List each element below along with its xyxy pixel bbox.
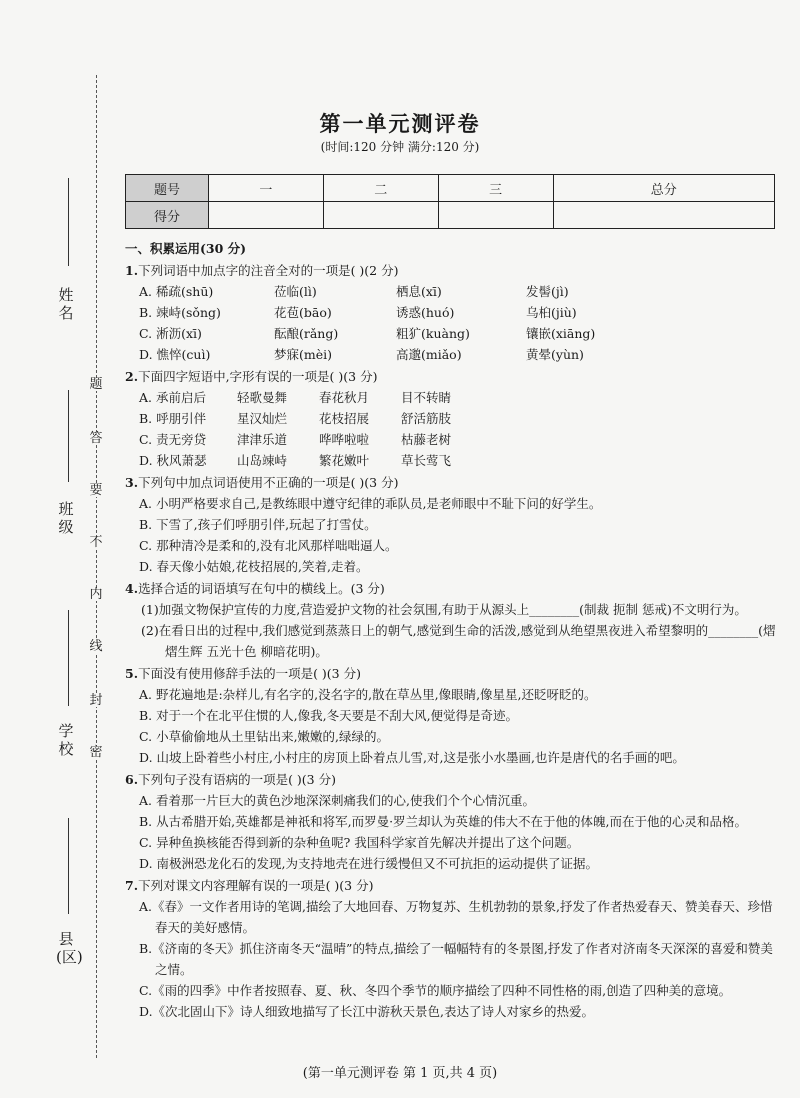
option-cell: 春花秋月 [319, 390, 370, 405]
option: C. 异种鱼换核能否得到新的杂种鱼呢? 我国科学家首先解决并提出了这个问题。 [139, 835, 580, 850]
score-table [125, 174, 775, 229]
county-label: 县(区) [56, 930, 83, 966]
fill-item: (1)加强文物保护宣传的力度,营造爱护文物的社会氛围,有助于从源头上________(制裁 扼制 惩戒)不文明行为。 [141, 602, 747, 617]
question-stem: 下列句中加点词语使用不正确的一项是( )(3 分) [138, 475, 399, 490]
option-cell: 粗犷(kuàng) [396, 326, 470, 341]
score-blank[interactable] [553, 202, 774, 229]
option-cell: 黄晕(yùn) [526, 347, 584, 362]
option: C.《雨的四季》中作者按照春、夏、秋、冬四个季节的顺序描绘了四种不同性格的雨,创造了四种美的意境。 [139, 983, 732, 998]
question-4 [125, 578, 780, 599]
section-title: 一、积累运用(30 分) [125, 241, 247, 256]
option-cell: 轻歌曼舞 [237, 390, 288, 405]
seal-char: 不 [83, 536, 109, 549]
class-label: 班级 [58, 500, 74, 536]
option: D. 山坡上卧着些小村庄,小村庄的房顶上卧着点儿雪,对,这是张小水墨画,也许是唐代的名手画的吧。 [139, 750, 685, 765]
option-cell: 繁花嫩叶 [319, 453, 370, 468]
question-number: 3. [125, 475, 139, 490]
questions [125, 238, 780, 1022]
option-cell: 花苞(bāo) [274, 305, 332, 320]
question-number: 6. [125, 772, 139, 787]
option: B. 对于一个在北平住惯的人,像我,冬天要是不刮大风,便觉得是奇迹。 [139, 708, 519, 723]
option: C. 那种清冷是柔和的,没有北风那样咄咄逼人。 [139, 538, 398, 553]
exam-subtitle: (时间:120 分钟 满分:120 分) [320, 140, 480, 154]
question-number: 1. [125, 263, 139, 278]
county-blank-line[interactable] [68, 818, 69, 914]
school-label: 学校 [58, 722, 74, 758]
option: D. 春天像小姑娘,花枝招展的,笑着,走着。 [139, 559, 369, 574]
option-cell: 哗哗啦啦 [319, 432, 370, 447]
seal-char: 答 [83, 432, 109, 445]
option-cell: D. 憔悴(cuì) [139, 347, 211, 362]
option-cell: 栖息(xī) [396, 284, 442, 299]
score-table-score-row [126, 202, 775, 229]
option: A.《春》一文作者用诗的笔调,描绘了大地回春、万物复苏、生机勃勃的景象,抒发了作者热爱春天、赞美春天、珍惜春天的美好感情。 [139, 899, 773, 935]
option-cell: B. 呼朋引伴 [139, 411, 207, 426]
question-number: 2. [125, 369, 139, 384]
question-6 [125, 769, 780, 790]
score-blank[interactable] [438, 202, 553, 229]
score-cell: 一 [209, 175, 324, 202]
score-table-header-row [126, 175, 775, 202]
option-cell: 梦寐(mèi) [274, 347, 333, 362]
name-blank-line[interactable] [68, 178, 69, 266]
question-stem: 下列句子没有语病的一项是( )(3 分) [138, 772, 336, 787]
option-cell: 镶嵌(xiāng) [526, 326, 596, 341]
question-stem: 下面四字短语中,字形有误的一项是( )(3 分) [138, 369, 378, 384]
question-number: 5. [125, 666, 139, 681]
option: D. 南极洲恐龙化石的发现,为支持地壳在进行缓慢但又不可抗拒的运动提供了证据。 [139, 856, 598, 871]
question-5 [125, 663, 780, 684]
option: A. 小明严格要求自己,是教练眼中遵守纪律的乖队员,是老师眼中不耻下问的好学生。 [139, 496, 602, 511]
name-label: 姓名 [58, 286, 74, 322]
option-cell: C. 责无旁贷 [139, 432, 207, 447]
score-cell: 三 [438, 175, 553, 202]
score-blank[interactable] [209, 202, 324, 229]
option-cell: 发髻(jì) [526, 284, 569, 299]
option-cell: 目不转睛 [401, 390, 452, 405]
seal-char: 题 [83, 378, 109, 391]
question-3 [125, 472, 780, 493]
option-row [125, 450, 780, 471]
score-blank[interactable] [323, 202, 438, 229]
exam-title: 第一单元测评卷 [319, 111, 481, 136]
seal-char: 封 [83, 694, 109, 707]
question-2 [125, 366, 780, 387]
question-stem: 下列对课文内容理解有误的一项是( )(3 分) [138, 878, 374, 893]
option-cell: B. 竦峙(sǒng) [139, 305, 221, 320]
option-row [125, 323, 780, 344]
seal-dashed-line [96, 75, 97, 1058]
option-row [125, 408, 780, 429]
option-cell: 津津乐道 [237, 432, 288, 447]
option-cell: 诱惑(huó) [396, 305, 455, 320]
score-cell: 题号 [126, 175, 209, 202]
score-cell: 二 [323, 175, 438, 202]
option: A. 看着那一片巨大的黄色沙地深深刺痛我们的心,使我们个个心情沉重。 [139, 793, 535, 808]
option: B.《济南的冬天》抓住济南冬天“温晴”的特点,描绘了一幅幅特有的冬景图,抒发了作者对济南冬天深深的喜爱和赞美之情。 [139, 941, 773, 977]
question-stem: 下面没有使用修辞手法的一项是( )(3 分) [138, 666, 361, 681]
question-stem: 下列词语中加点字的注音全对的一项是( )(2 分) [138, 263, 399, 278]
option-cell: 舒活筋肢 [401, 411, 452, 426]
option-row [125, 387, 780, 408]
option-cell: D. 秋风萧瑟 [139, 453, 207, 468]
option-cell: 花枝招展 [319, 411, 370, 426]
option-cell: 星汉灿烂 [237, 411, 288, 426]
question-1 [125, 260, 780, 281]
seal-char: 密 [83, 746, 109, 759]
option: D.《次北固山下》诗人细致地描写了长江中游秋天景色,表达了诗人对家乡的热爱。 [139, 1004, 595, 1019]
option: B. 下雪了,孩子们呼朋引伴,玩起了打雪仗。 [139, 517, 377, 532]
school-blank-line[interactable] [68, 610, 69, 706]
score-cell: 得分 [126, 202, 209, 229]
class-blank-line[interactable] [68, 390, 69, 482]
question-7 [125, 875, 780, 896]
option-cell: 山岛竦峙 [237, 453, 288, 468]
option-cell: A. 承前启后 [139, 390, 206, 405]
option: A. 野花遍地是:杂样儿,有名字的,没名字的,散在草丛里,像眼睛,像星星,还眨呀眨的。 [139, 687, 597, 702]
option-row [125, 429, 780, 450]
option-row [125, 281, 780, 302]
option-cell: 草长莺飞 [401, 453, 452, 468]
page-footer: (第一单元测评卷 第 1 页,共 4 页) [302, 1066, 498, 1081]
option-cell: 高邈(miǎo) [396, 347, 462, 362]
question-number: 4. [125, 581, 139, 596]
option: C. 小草偷偷地从土里钻出来,嫩嫩的,绿绿的。 [139, 729, 390, 744]
question-stem: 选择合适的词语填写在句中的横线上。(3 分) [138, 581, 385, 596]
seal-char: 内 [83, 588, 109, 601]
seal-char: 线 [83, 640, 109, 653]
option-cell: 枯藤老树 [401, 432, 452, 447]
option-cell: 莅临(lì) [274, 284, 317, 299]
option-row [125, 344, 780, 365]
fill-item: (2)在看日出的过程中,我们感觉到蒸蒸日上的朝气,感觉到生命的活泼,感觉到从绝望黑夜进入希望黎明的________(熠熠生辉 五光十色 柳暗花明)。 [141, 623, 776, 659]
option-cell: 酝酿(rǎng) [274, 326, 339, 341]
question-number: 7. [125, 878, 139, 893]
option-row [125, 302, 780, 323]
seal-char: 要 [83, 484, 109, 497]
option-cell: A. 稀疏(shū) [139, 284, 214, 299]
score-cell: 总分 [553, 175, 774, 202]
option-cell: 乌桕(jiù) [526, 305, 577, 320]
option-cell: C. 淅沥(xī) [139, 326, 202, 341]
option: B. 从古希腊开始,英雄都是神祇和将军,而罗曼·罗兰却认为英雄的伟大不在于他的体魄,而在于他的心灵和品格。 [139, 814, 748, 829]
